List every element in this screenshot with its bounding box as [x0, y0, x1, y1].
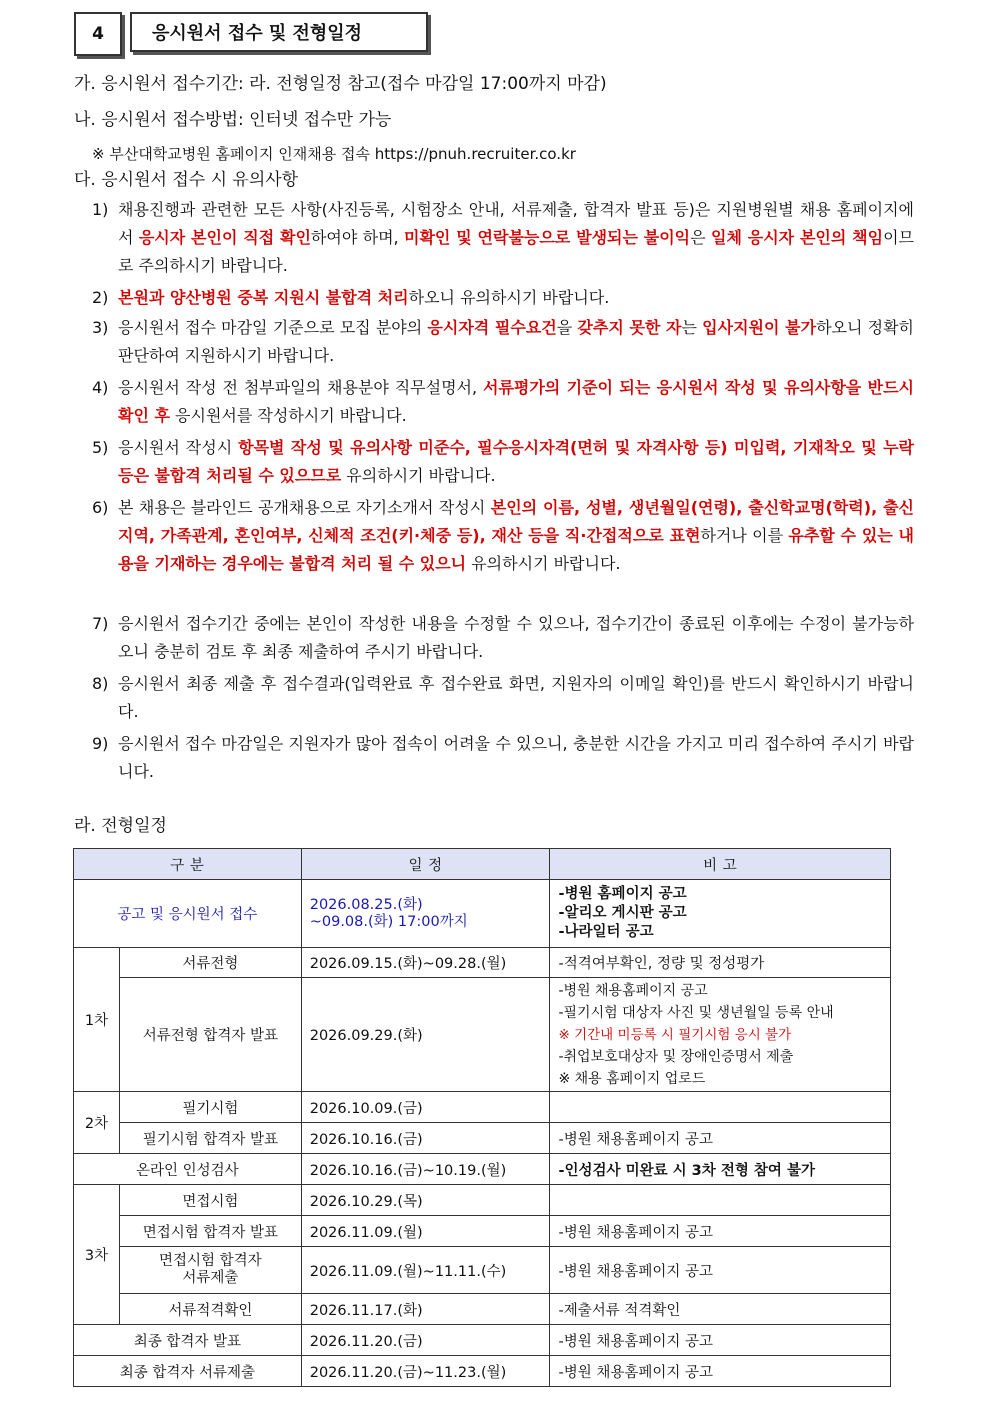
precaution-item	[92, 314, 914, 370]
note-line: -알리오 게시판 공고	[558, 905, 687, 921]
body-text: 응시원서 접수 마감일 기준으로 모집 분야의	[118, 318, 428, 337]
emphasis-text: 미확인 및 연락불능으로 발생되는 불이익	[404, 228, 691, 247]
body-text: 은	[690, 228, 711, 247]
stage-label: 2차	[74, 1092, 120, 1154]
row-date: 2026.11.20.(금)	[301, 1325, 550, 1356]
emphasis-text: 응시자격 필수요건	[427, 318, 557, 337]
label-line: 서류제출	[182, 1270, 239, 1286]
body-text: 응시원서 작성 전 첨부파일의 채용분야 직무설명서,	[118, 378, 483, 397]
table-row	[74, 948, 891, 978]
body-text: 응시원서를 작성하시기 바랍니다.	[169, 406, 407, 425]
row-date: 2026.10.29.(목)	[301, 1185, 550, 1216]
item-text	[118, 730, 914, 786]
row-date: 2026.11.17.(화)	[301, 1294, 550, 1325]
body-text: 유의하시기 바랍니다.	[341, 466, 496, 485]
body-text: 응시원서 최종 제출 후 접수결과(입력완료 후 접수완료 화면, 지원자의 이메일 확인)를 반드시 확인하시기 바랍니다.	[118, 674, 914, 721]
note-line: -나라일터 공고	[558, 924, 654, 940]
table-row	[74, 1356, 891, 1387]
item-number: 7)	[92, 614, 109, 633]
item-number: 2)	[92, 288, 109, 307]
row-note: -제출서류 적격확인	[550, 1294, 891, 1325]
row-label: 서류전형 합격자 발표	[119, 978, 301, 1092]
row-label: 면접시험	[119, 1185, 301, 1216]
body-text: 하거나 이를	[700, 526, 789, 545]
item-text	[118, 434, 914, 490]
table-row	[74, 1154, 891, 1185]
row-label: 서류전형	[119, 948, 301, 978]
table-row	[74, 978, 891, 1092]
body-text: 하오니 유의하시기 바랍니다.	[408, 288, 610, 307]
homepage-note: ※ 부산대학교병원 홈페이지 인재채용 접속 https://pnuh.recruiter.co.kr	[92, 145, 576, 163]
body-text: 채용진행과 관련한 모든 사항(사진등록, 시험장소 안내, 서류제출, 합격자 발표 등)은 지원병원별 채용 홈페이지에서	[118, 200, 914, 247]
note-line: -필기시험 대상자 사진 및 생년월일 등록 안내	[558, 1004, 834, 1021]
row-note: -적격여부확인, 정량 및 정성평가	[550, 948, 891, 978]
row-label: 온라인 인성검사	[74, 1154, 302, 1185]
table-row	[74, 880, 891, 948]
body-text: 하여야 하며,	[310, 228, 405, 247]
body-text: 이므로 주의하시기 바랍니다.	[118, 228, 914, 275]
body-text: 본 채용은 블라인드 공개채용으로 자기소개서 작성시	[118, 498, 491, 517]
precaution-item	[92, 196, 914, 280]
row-label: 공고 및 응시원서 접수	[74, 880, 302, 948]
table-row	[74, 1185, 891, 1216]
precaution-item	[92, 670, 914, 726]
section-number: 4	[74, 12, 122, 56]
row-label	[119, 1247, 301, 1294]
note-warning: ※ 기간내 미등록 시 필기시험 응시 불가	[558, 1026, 792, 1043]
table-row	[74, 1216, 891, 1247]
emphasis-text: 일체 응시자 본인의 책임	[710, 228, 884, 247]
row-note: -병원 채용홈페이지 공고	[550, 1247, 891, 1294]
row-label: 면접시험 합격자 발표	[119, 1216, 301, 1247]
row-label: 필기시험	[119, 1092, 301, 1123]
note-line: -취업보호대상자 및 장애인증명서 제출	[558, 1048, 794, 1065]
body-text: 응시원서 작성시	[118, 438, 239, 457]
date-line: 2026.08.25.(화)	[309, 896, 423, 913]
note-line: -병원 홈페이지 공고	[558, 886, 687, 902]
item-text	[118, 196, 914, 280]
item-text	[118, 314, 914, 370]
row-date: 2026.10.16.(금)	[301, 1123, 550, 1154]
item-text	[118, 670, 914, 726]
body-text: 응시원서 접수 마감일은 지원자가 많아 접속이 어려울 수 있으니, 충분한 시간을 가지고 미리 접수하여 주시기 바랍니다.	[118, 734, 914, 781]
header-category: 구 분	[74, 849, 302, 880]
body-text: 하오니 정확히 판단하여 지원하시기 바랍니다.	[118, 318, 914, 365]
row-note: -병원 채용홈페이지 공고	[550, 1123, 891, 1154]
row-label: 서류적격확인	[119, 1294, 301, 1325]
item-number: 9)	[92, 734, 109, 753]
row-note	[550, 1185, 891, 1216]
note-line: -병원 채용홈페이지 공고	[558, 982, 708, 999]
item-number: 3)	[92, 318, 109, 337]
item-number: 4)	[92, 378, 109, 397]
note-line: ※ 채용 홈페이지 업로드	[558, 1070, 706, 1087]
row-note	[550, 978, 891, 1092]
row-label: 필기시험 합격자 발표	[119, 1123, 301, 1154]
precaution-item	[92, 284, 914, 312]
precaution-item	[92, 730, 914, 786]
schedule-table	[73, 848, 891, 1387]
body-text: 유의하시기 바랍니다.	[466, 554, 621, 573]
item-number: 6)	[92, 498, 109, 517]
row-note: -병원 채용홈페이지 공고	[550, 1325, 891, 1356]
row-label: 최종 합격자 서류제출	[74, 1356, 302, 1387]
item-ra: 라. 전형일정	[74, 816, 167, 836]
row-note: -인성검사 미완료 시 3차 전형 참여 불가	[550, 1154, 891, 1185]
precaution-item	[92, 494, 914, 578]
emphasis-text: 갖추지 못한 자	[577, 318, 682, 337]
row-note: -병원 채용홈페이지 공고	[550, 1356, 891, 1387]
item-number: 1)	[92, 200, 109, 219]
item-na: 나. 응시원서 접수방법: 인터넷 접수만 가능	[74, 110, 392, 130]
precaution-item	[92, 374, 914, 430]
stage-label: 1차	[74, 948, 120, 1092]
item-text	[118, 610, 914, 666]
date-line: ~09.08.(화) 17:00까지	[309, 913, 468, 930]
row-date: 2026.10.16.(금)~10.19.(월)	[301, 1154, 550, 1185]
row-note	[550, 1092, 891, 1123]
item-da: 다. 응시원서 접수 시 유의사항	[74, 170, 299, 190]
row-date: 2026.11.09.(월)	[301, 1216, 550, 1247]
body-text: 응시원서 접수기간 중에는 본인이 작성한 내용을 수정할 수 있으나, 접수기간이 종료된 이후에는 수정이 불가능하오니 충분히 검토 후 최종 제출하여 주시기 바랍니다.	[118, 614, 914, 661]
table-row	[74, 1247, 891, 1294]
row-note	[550, 880, 891, 948]
row-date: 2026.11.20.(금)~11.23.(월)	[301, 1356, 550, 1387]
item-number: 5)	[92, 438, 109, 457]
precaution-item	[92, 610, 914, 666]
row-date: 2026.10.09.(금)	[301, 1092, 550, 1123]
row-date: 2026.11.09.(월)~11.11.(수)	[301, 1247, 550, 1294]
header-remarks: 비 고	[550, 849, 891, 880]
table-row	[74, 1325, 891, 1356]
row-note: -병원 채용홈페이지 공고	[550, 1216, 891, 1247]
emphasis-text: 항목별 작성 및 유의사항 미준수, 필수응시자격(면허 및 자격사항 등) 미입력, 기재착오 및 누락 등은 불합격 처리될 수 있으므로	[118, 438, 915, 485]
emphasis-text: 서류평가의 기준이 되는 응시원서 작성 및 유의사항을 반드시 확인 후	[118, 378, 914, 425]
section-title: 응시원서 접수 및 전형일정	[130, 12, 428, 52]
header-schedule: 일 정	[301, 849, 550, 880]
stage-label: 3차	[74, 1185, 120, 1325]
item-ga: 가. 응시원서 접수기간: 라. 전형일정 참고(접수 마감일 17:00까지 마감)	[74, 74, 607, 94]
row-date	[301, 880, 550, 948]
item-text	[118, 284, 914, 312]
emphasis-text: 본원과 양산병원 중복 지원시 불합격 처리	[118, 288, 409, 307]
row-date: 2026.09.29.(화)	[301, 978, 550, 1092]
row-label: 최종 합격자 발표	[74, 1325, 302, 1356]
body-text: 을	[556, 318, 578, 337]
item-text	[118, 494, 914, 578]
table-row	[74, 1294, 891, 1325]
emphasis-text: 본인의 이름, 성별, 생년월일(연령), 출신학교명(학력), 출신지역, 가족관계, 혼인여부, 신체적 조건(키·체중 등), 재산 등을 직·간접적으로 표현	[118, 498, 914, 545]
table-header-row	[74, 849, 891, 880]
body-text: 는	[681, 318, 703, 337]
emphasis-text: 응시자 본인이 직접 확인	[138, 228, 311, 247]
emphasis-text: 유추할 수 있는 내용을 기재하는 경우에는 불합격 처리 될 수 있으니	[118, 526, 914, 573]
item-text	[118, 374, 914, 430]
row-date: 2026.09.15.(화)~09.28.(월)	[301, 948, 550, 978]
item-number: 8)	[92, 674, 109, 693]
emphasis-text: 입사지원이 불가	[702, 318, 817, 337]
label-line: 면접시험 합격자	[159, 1253, 262, 1269]
table-row	[74, 1092, 891, 1123]
precaution-item	[92, 434, 914, 490]
table-row	[74, 1123, 891, 1154]
